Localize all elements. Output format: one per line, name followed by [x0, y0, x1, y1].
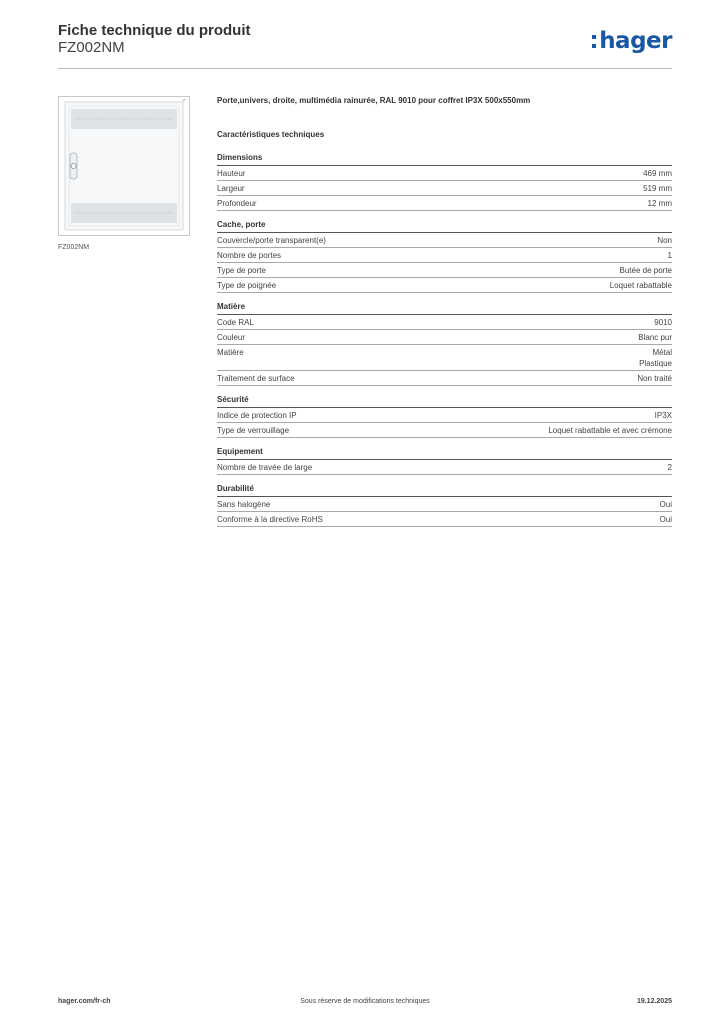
spec-label: Type de poignée — [217, 281, 277, 290]
spec-value-line: 2 — [667, 463, 672, 472]
spec-value-line: Oui — [659, 515, 672, 524]
spec-row — [217, 315, 672, 330]
spec-row — [217, 196, 672, 211]
spec-value-line: IP3X — [654, 411, 672, 420]
spec-value-line: Métal — [652, 348, 672, 357]
spec-value — [637, 373, 672, 384]
spec-label: Largeur — [217, 184, 245, 193]
spec-section — [217, 484, 672, 527]
spec-value-line: Butée de porte — [619, 266, 672, 275]
spec-value — [643, 168, 672, 179]
spec-row — [217, 233, 672, 248]
spec-value-line: 469 mm — [643, 169, 672, 178]
document-header — [58, 22, 672, 69]
spec-row — [217, 497, 672, 512]
spec-label: Indice de protection IP — [217, 411, 297, 420]
section-title: Sécurité — [217, 395, 672, 408]
spec-value — [548, 425, 672, 436]
spec-value — [668, 250, 672, 261]
spec-label: Couleur — [217, 333, 246, 342]
spec-label: Matière — [217, 348, 244, 357]
section-title: Matière — [217, 302, 672, 315]
door-panel-image — [59, 97, 189, 235]
logo-dots-icon — [592, 35, 596, 49]
spec-section — [217, 447, 672, 475]
spec-value-line: 1 — [667, 251, 672, 260]
spec-value-line: Oui — [659, 500, 672, 509]
spec-value-line: Non — [657, 236, 672, 245]
footer-date: 19.12.2025 — [636, 998, 672, 1005]
spec-value — [643, 183, 672, 194]
spec-section — [217, 220, 672, 293]
spec-row — [217, 330, 672, 345]
spec-sections — [217, 153, 672, 527]
spec-row — [217, 423, 672, 438]
spec-label: Code RAL — [217, 318, 254, 327]
spec-row — [217, 408, 672, 423]
spec-label: Conforme à la directive RoHS — [217, 515, 323, 524]
spec-label: Type de verrouillage — [217, 426, 290, 435]
spec-value — [657, 235, 672, 246]
spec-label: Nombre de portes — [217, 251, 282, 260]
spec-section — [217, 153, 672, 211]
spec-value — [620, 265, 672, 276]
spec-row — [217, 263, 672, 278]
spec-content — [217, 96, 672, 536]
spec-row — [217, 248, 672, 263]
spec-row — [217, 166, 672, 181]
product-image-caption: FZ002NM — [58, 244, 90, 251]
spec-row — [217, 460, 672, 475]
spec-value — [660, 514, 672, 525]
spec-value — [654, 317, 672, 328]
product-image — [58, 96, 190, 236]
footer-website-link[interactable]: hager.com/fr-ch — [58, 998, 111, 1005]
spec-label: Hauteur — [217, 169, 246, 178]
section-title: Durabilité — [217, 484, 672, 497]
spec-value-line: Non traité — [637, 374, 672, 383]
section-title: Equipement — [217, 447, 672, 460]
spec-row — [217, 512, 672, 527]
spec-value — [638, 332, 672, 343]
spec-section — [217, 395, 672, 438]
spec-section — [217, 302, 672, 386]
spec-value-line: 519 mm — [643, 184, 672, 193]
characteristics-title: Caractéristiques techniques — [217, 130, 325, 139]
spec-value — [668, 462, 672, 473]
footer-notice: Sous réserve de modifications techniques — [300, 998, 430, 1005]
spec-label: Couvercle/porte transparent(e) — [217, 236, 326, 245]
spec-row — [217, 371, 672, 386]
logo-text: hager — [599, 28, 672, 54]
spec-value — [648, 198, 672, 209]
document-title: Fiche technique du produit — [58, 22, 251, 39]
spec-row — [217, 345, 672, 371]
product-description: Porte,univers, droite, multimédia rainurée, RAL 9010 pour coffret IP3X 500x550mm — [217, 96, 531, 105]
spec-value — [639, 347, 672, 369]
spec-row — [217, 278, 672, 293]
spec-value-line: Plastique — [639, 359, 672, 368]
spec-value-line: 9010 — [654, 318, 672, 327]
spec-value-line: Loquet rabattable — [609, 281, 672, 290]
section-title: Dimensions — [217, 153, 672, 166]
spec-label: Traitement de surface — [217, 374, 295, 383]
spec-value — [610, 280, 672, 291]
product-reference: FZ002NM — [58, 39, 125, 56]
hager-logo[interactable] — [599, 28, 672, 54]
spec-label: Profondeur — [217, 199, 257, 208]
spec-label: Nombre de travée de large — [217, 463, 313, 472]
spec-row — [217, 181, 672, 196]
spec-label: Type de porte — [217, 266, 266, 275]
spec-value — [655, 410, 672, 421]
spec-label: Sans halogène — [217, 500, 271, 509]
spec-value — [660, 499, 672, 510]
spec-value-line: Blanc pur — [638, 333, 672, 342]
section-title: Cache, porte — [217, 220, 672, 233]
spec-value-line: 12 mm — [647, 199, 672, 208]
spec-value-line: Loquet rabattable et avec crémone — [548, 426, 672, 435]
